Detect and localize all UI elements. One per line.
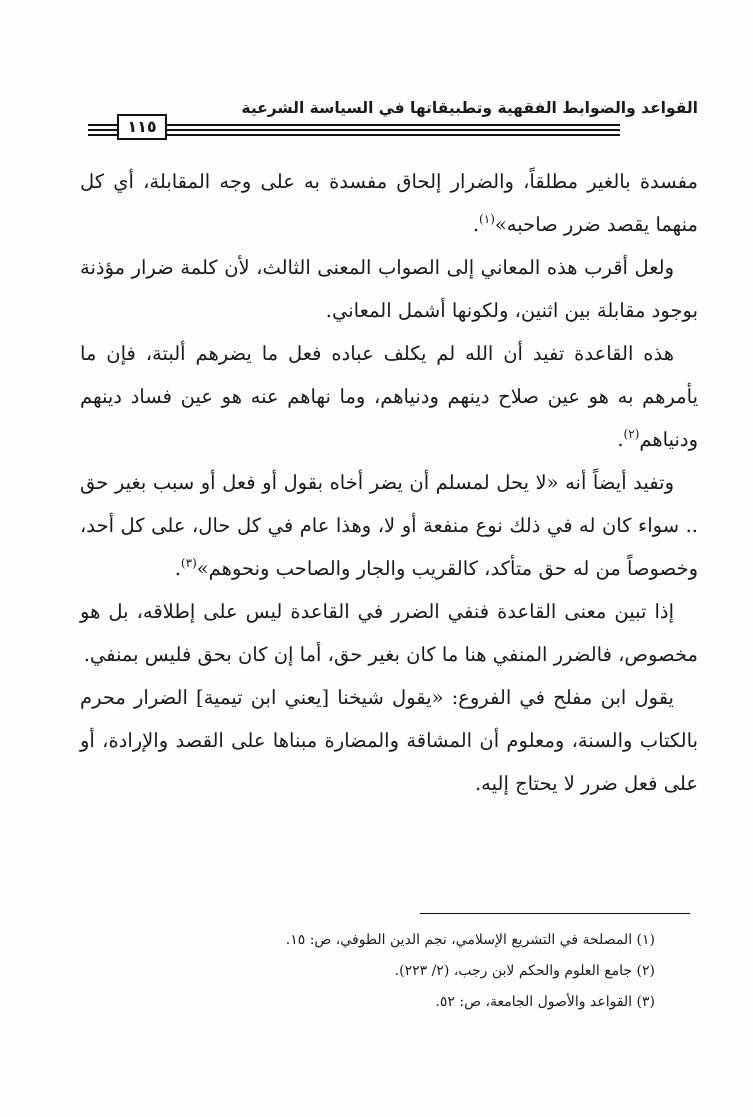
footnote-ref-3[interactable]: (٣) xyxy=(180,556,197,570)
footnote-3: (٣) القواعد والأصول الجامعة، ص: ٥٢. xyxy=(435,994,655,1010)
header-rule-middle xyxy=(88,129,620,131)
paragraph-4-end: . xyxy=(174,557,181,580)
paragraph-3-end: . xyxy=(617,428,624,451)
paragraph-5: إذا تبين معنى القاعدة فنفي الضرر في القاعدة ليس على إطلاقه، بل هو مخصوص، فالضرر المنفي هنا ما كان بغير حق، أما إن كان بحق فليس بمنفي. xyxy=(80,600,698,666)
paragraph-1 xyxy=(80,160,698,246)
paragraph-4 xyxy=(80,461,698,590)
paragraph-1-text: مفسدة بالغير مطلقاً، والضرار إلحاق مفسدة به على وجه المقابلة، أي كل منهما يقصد ضرر صاحبه» xyxy=(80,170,698,236)
paragraph-2: ولعل أقرب هذه المعاني إلى الصواب المعنى الثالث، لأن كلمة ضرار مؤذنة بوجود مقابلة بين اثنين، ولكونها أشمل المعاني. xyxy=(80,256,698,322)
running-title: القواعد والضوابط الفقهية وتطبيقاتها في السياسة الشرعية xyxy=(241,99,698,117)
paragraph-4-text: وتفيد أيضاً أنه «لا يحل لمسلم أن يضر أخاه بقول أو فعل أو سبب بغير حق .. سواء كان له في ذلك نوع منفعة أو لا، وهذا عام في كل حال، على كل أحد، وخصوصاً من له حق متأكد، كالقريب والجار والصاحب ونحوهم» xyxy=(80,471,698,580)
footnotes xyxy=(120,925,655,1018)
header-rule-top xyxy=(88,124,620,126)
paragraph-3 xyxy=(80,332,698,461)
main-text xyxy=(80,160,698,805)
paragraph-6: يقول ابن مفلح في الفروع: «يقول شيخنا [يعني ابن تيمية] الضرار محرم بالكتاب والسنة، ومعلوم أن المشاقة والمضارة مبناها على القصد والإرادة، أو على فعل ضرر لا يحتاج إليه. xyxy=(80,686,698,795)
footnote-separator xyxy=(420,913,690,914)
paragraph-1-end: . xyxy=(472,213,480,236)
footnote-ref-1[interactable]: (١) xyxy=(479,212,495,226)
header-rule-bottom xyxy=(88,134,620,136)
page-number: ١١٥ xyxy=(117,114,167,140)
paragraph-3-text: هذه القاعدة تفيد أن الله لم يكلف عباده فعل ما يضرهم ألبتة، فإن ما يأمرهم به هو عين صلاح دينهم ودنياهم، وما نهاهم عنه هو عين فساد دينهم ودنياهم xyxy=(80,342,698,451)
footnote-1: (١) المصلحة في التشريع الإسلامي، نجم الدين الطوفي، ص: ١٥. xyxy=(285,932,655,948)
footnote-ref-2[interactable]: (٢) xyxy=(623,427,640,441)
footnote-2: (٢) جامع العلوم والحكم لابن رجب، (٢/ ٢٢٣). xyxy=(394,963,655,979)
